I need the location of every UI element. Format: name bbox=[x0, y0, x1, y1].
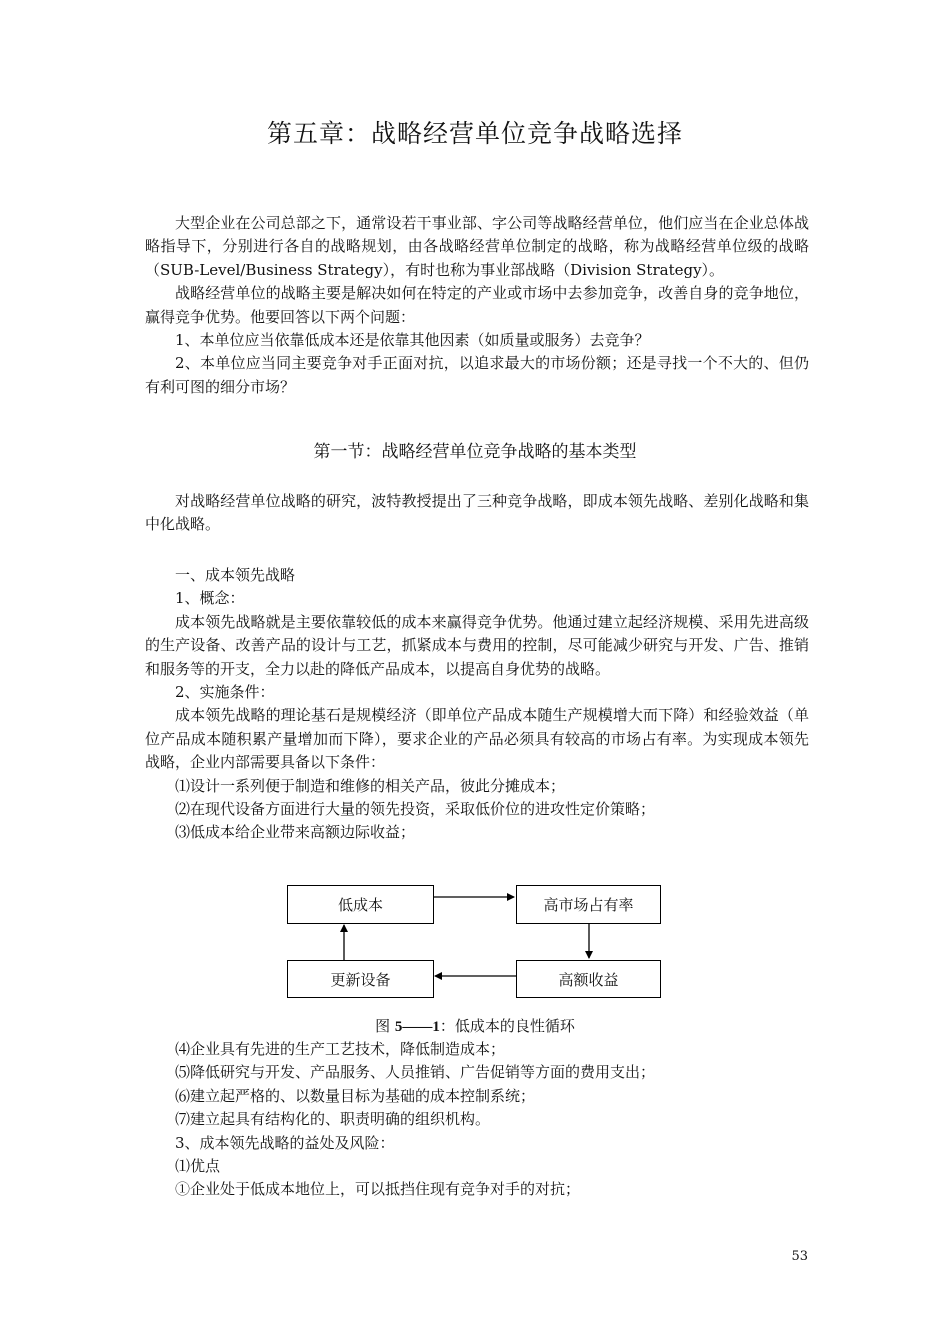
box-low-cost: 低成本 bbox=[287, 885, 434, 924]
chapter-title: 第五章：战略经营单位竞争战略选择 bbox=[266, 119, 683, 148]
box-high-market-share: 高市场占有率 bbox=[516, 885, 661, 924]
conditions-paragraph: 成本领先战略的理论基石是规模经济（即单位产品成本随生产规模增大而下降）和经验效益（单位产品成本随积累产量增加而下降），要求企业的产品必须具有较高的市场占有率。为实现成本领先战略，企业内部需要具备以下条件： bbox=[145, 706, 809, 772]
condition-item: ⑵在现代设备方面进行大量的领先投资，采取低价位的进攻性定价策略； bbox=[175, 800, 656, 819]
risk-heading: 3、成本领先战略的益处及风险： bbox=[175, 1133, 395, 1152]
condition-item: ⑴设计一系列便于制造和维修的相关产品，彼此分摊成本； bbox=[175, 776, 566, 795]
condition-item: ⑹建立起严格的、以数量目标为基础的成本控制系统； bbox=[175, 1086, 536, 1105]
intro-block bbox=[145, 212, 809, 399]
box-high-profit: 高额收益 bbox=[516, 960, 661, 998]
advantage-heading: ⑴优点 bbox=[175, 1157, 221, 1176]
caption-number: 5——1 bbox=[394, 1019, 440, 1035]
question-item: 2、本单位应当同主要竞争对手正面对抗，以追求最大的市场份额；还是寻找一个不大的、但仍有利可图的细分市场？ bbox=[145, 354, 809, 396]
concept-paragraph: 成本领先战略就是主要依靠较低的成本来赢得竞争优势。他通过建立起经济规模、采用先进高级的生产设备、改善产品的设计与工艺，抓紧成本与费用的控制，尽可能减少研究与开发、广告、推销和服务等的开支，全力以赴的降低产品成本，以提高自身优势的战略。 bbox=[145, 612, 809, 678]
condition-item: ⑸降低研究与开发、产品服务、人员推销、广告促销等方面的费用支出； bbox=[175, 1063, 656, 1082]
advantage-item: ①企业处于低成本地位上，可以抵挡住现有竞争对手的对抗； bbox=[175, 1180, 581, 1199]
box-renew-equipment: 更新设备 bbox=[287, 960, 434, 998]
caption-text: ：低成本的良性循环 bbox=[439, 1017, 575, 1035]
page-number: 53 bbox=[791, 1249, 808, 1264]
part-heading: 一、成本领先战略 bbox=[175, 566, 296, 584]
question-item: 1、本单位应当依靠低成本还是依靠其他因素（如质量或服务）去竞争？ bbox=[175, 331, 650, 350]
caption-prefix: 图 bbox=[375, 1017, 395, 1035]
low-cost-cycle-diagram bbox=[285, 883, 665, 1003]
cost-leadership-continued bbox=[145, 1038, 809, 1202]
section-title: 第一节：战略经营单位竞争战略的基本类型 bbox=[313, 442, 637, 462]
figure-caption bbox=[0, 1015, 950, 1036]
condition-item: ⑶低成本给企业带来高额边际收益； bbox=[175, 823, 416, 842]
condition-item: ⑷企业具有先进的生产工艺技术，降低制造成本； bbox=[175, 1040, 506, 1058]
intro-paragraph: 大型企业在公司总部之下，通常设若干事业部、字公司等战略经营单位，他们应当在企业总体战略指导下，分别进行各自的战略规划，由各战略经营单位制定的战略，称为战略经营单位级的战略（SUB-Level/Business Strategy），有时也称为事业部战略（Division Strategy）。 bbox=[145, 214, 809, 279]
cost-leadership-block bbox=[145, 564, 809, 845]
concept-heading: 1、概念： bbox=[175, 589, 245, 608]
conditions-heading: 2、实施条件： bbox=[175, 683, 275, 702]
condition-item: ⑺建立起具有结构化的、职责明确的组织机构。 bbox=[175, 1110, 491, 1129]
section-intro-paragraph: 对战略经营单位战略的研究，波特教授提出了三种竞争战略，即成本领先战略、差别化战略和集中化战略。 bbox=[145, 492, 809, 534]
section-intro-block bbox=[145, 490, 809, 537]
intro-paragraph: 战略经营单位的战略主要是解决如何在特定的产业或市场中去参加竞争，改善自身的竞争地位，赢得竞争优势。他要回答以下两个问题： bbox=[145, 284, 809, 326]
